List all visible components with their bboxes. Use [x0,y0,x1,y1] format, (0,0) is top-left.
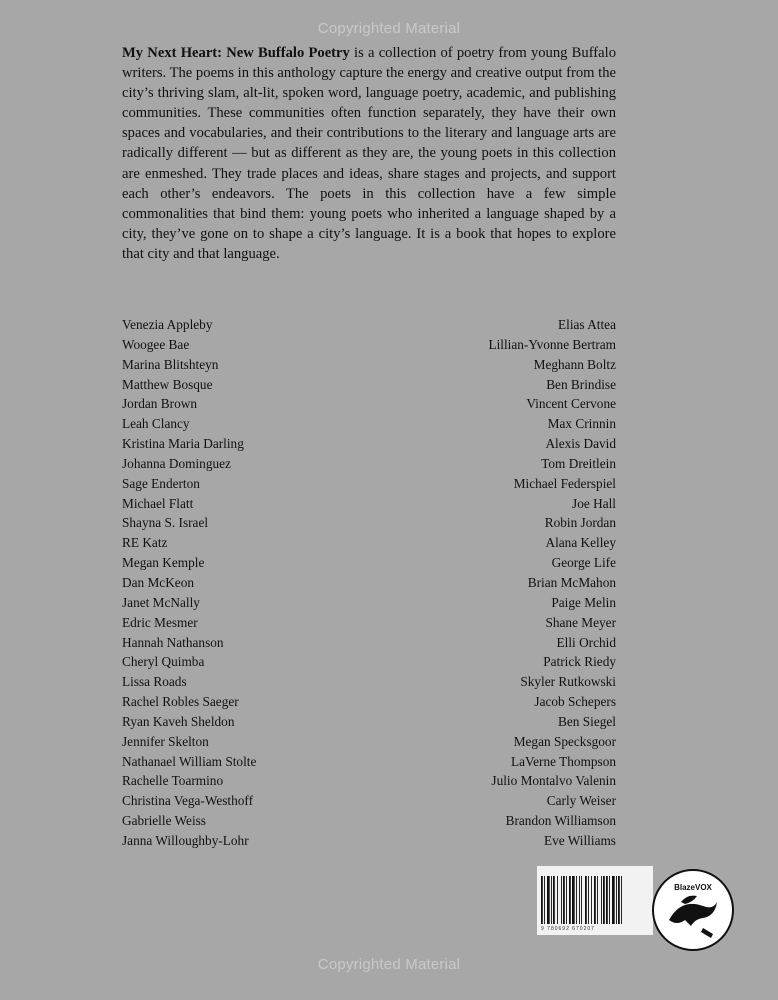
contributor-name-left: Jennifer Skelton [122,733,209,749]
contributor-name-left: Gabrielle Weiss [122,813,206,829]
barcode-bar [563,876,565,924]
barcode-bar [561,876,562,924]
contributor-name-right: Julio Montalvo Valenin [491,773,616,789]
contributor-name-right: Meghann Boltz [533,356,616,372]
contributor-name-right: Joe Hall [572,495,616,511]
barcode-bar [609,876,610,924]
copyright-watermark-bottom: Copyrighted Material [317,956,461,973]
contributor-name-left: Nathanael William Stolte [122,753,257,769]
barcode-bar [597,876,598,924]
contributor-name-left: Janna Willoughby-Lohr [122,832,249,848]
barcode-bar [541,876,543,924]
contributor-name-right: Ben Brindise [546,376,616,392]
barcode-bar [553,876,555,924]
book-title: My Next Heart: New Buffalo Poetry [122,45,350,61]
contributor-name-left: Rachelle Toarmino [122,773,224,789]
contributor-name-right: Brandon Williamson [505,813,616,829]
contributor-name-right: Eve Williams [544,832,616,848]
contributor-name-left: Marina Blitshteyn [122,356,219,372]
contributor-name-left: Woogee Bae [122,336,190,352]
isbn-barcode [537,866,653,935]
contributor-name-left: Lissa Roads [122,674,187,690]
contributor-name-left: Johanna Dominguez [122,455,231,471]
contributor-name-left: Edric Mesmer [122,614,198,630]
contributor-name-left: Ryan Kaveh Sheldon [122,713,235,729]
contributor-name-left: Janet McNally [122,594,200,610]
barcode-bar [557,876,558,924]
barcode-bar [618,876,620,924]
contributor-name-right: Elli Orchid [556,634,616,650]
barcode-bar [572,876,575,924]
barcode-bar [606,876,608,924]
contributor-column-right [488,315,616,851]
barcode-bar [616,876,617,924]
contributor-name-left: Michael Flatt [122,495,194,511]
contributor-name-left: Dan McKeon [122,574,195,590]
contributor-name-left: Cheryl Quimba [122,654,205,670]
contributor-name-right: George Life [551,555,616,571]
contributor-name-right: Elias Attea [558,317,616,332]
contributor-name-right: Jacob Schepers [534,694,616,710]
publisher-logo [651,868,735,952]
barcode-bar [581,876,582,924]
contributor-name-right: Patrick Riedy [543,654,616,670]
contributor-name-right: Paige Melin [551,594,616,610]
barcode-bar [579,876,580,924]
barcode-bar [612,876,615,924]
barcode-bars [539,876,651,926]
contributor-name-right: Skyler Rutkowski [520,674,616,690]
barcode-bar [566,876,567,924]
barcode-digits: 9 780692 670207 [541,926,595,932]
contributor-name-left: Shayna S. Israel [122,515,209,531]
barcode-bar [591,876,592,924]
contributor-name-right: Megan Specksgoor [513,733,616,749]
barcode-bar [544,876,545,924]
contributor-name-left: Leah Clancy [122,416,190,432]
contributor-column-left [122,315,256,851]
blurb-text: is a collection of poetry from young Buffalo writers. The poems in this anthology capture the energy and creative output from the city’s thriving slam, alt-lit, spoken word, language poetry, academic, and publishing communities. These communities often function separately, they have their own spaces and vocabularies, and their contributions to the literary and language arts are radically different — but as different as they are, the young poets in this collection are enmeshed. They trade places and ideas, share stages and projects, and support each other’s endeavors. The poets in this collection have a few simple commonalities that bind them: young poets who inherited a language shaped by a city, they’ve gone on to shape a city’s language. It is a book that hopes to explore that city and that language. [122,45,616,262]
publisher-logo-text: BlazeVOX [674,883,712,892]
contributor-name-left: Christina Vega-Westhoff [122,793,254,809]
copyright-watermark-top: Copyrighted Material [317,20,461,37]
contributor-name-left: Matthew Bosque [122,376,213,392]
contributor-name-right: Max Crinnin [547,416,616,432]
contributor-name-left: RE Katz [122,535,168,551]
barcode-bar [588,876,589,924]
barcode-bar [547,876,550,924]
contributor-name-right: LaVerne Thompson [511,753,616,769]
contributor-name-right: Ben Siegel [558,713,616,729]
barcode-bar [601,876,602,924]
contributor-name-left: Jordan Brown [122,396,197,412]
barcode-bar [585,876,587,924]
barcode-bar [603,876,605,924]
contributor-name-right: Michael Federspiel [513,475,616,491]
contributor-list [122,315,616,851]
barcode-bar [594,876,596,924]
contributor-name-left: Rachel Robles Saeger [122,694,239,710]
contributor-name-right: Vincent Cervone [526,396,616,412]
contributor-name-right: Shane Meyer [545,614,616,630]
contributor-name-left: Kristina Maria Darling [122,436,244,452]
contributor-name-right: Tom Dreitlein [541,455,616,471]
barcode-bar [621,876,622,924]
barcode-bar [576,876,577,924]
contributor-name-right: Lillian-Yvonne Bertram [488,336,616,352]
contributor-name-right: Robin Jordan [544,515,616,531]
barcode-bar [551,876,552,924]
book-blurb [122,43,616,264]
contributor-name-left: Venezia Appleby [122,317,213,332]
barcode-bar [569,876,571,924]
contributor-name-left: Hannah Nathanson [122,634,224,650]
contributor-name-right: Alexis David [545,436,616,452]
contributor-name-right: Alana Kelley [545,535,616,551]
contributor-name-left: Megan Kemple [122,555,205,571]
contributor-name-right: Carly Weiser [546,793,616,809]
contributor-name-right: Brian McMahon [527,574,616,590]
contributor-name-left: Sage Enderton [122,475,200,491]
